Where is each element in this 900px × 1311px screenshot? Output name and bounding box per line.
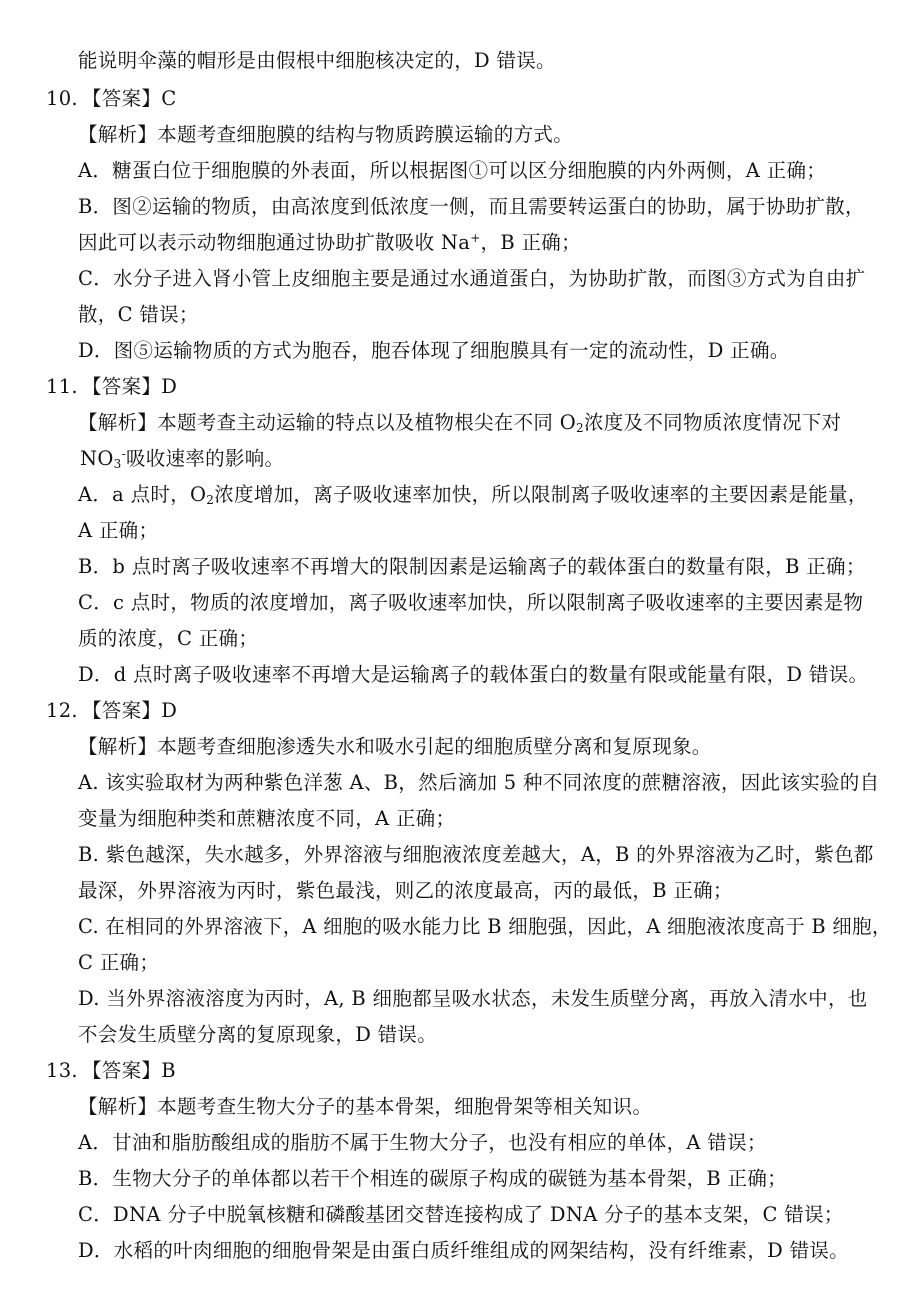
- question-13-option-d: D．水稻的叶肉细胞的细胞骨架是由蛋白质纤维组成的网架结构，没有纤维素，D 错误。: [78, 1239, 849, 1262]
- question-10-option-b-line1: B．图②运输的物质，由高浓度到低浓度一侧，而且需要转运蛋白的协助，属于协助扩散，: [78, 195, 865, 218]
- text-segment: 【解析】本题考查主动运输的特点以及植物根尖在不同 O: [78, 411, 576, 434]
- question-12-option-a-line2: 变量为细胞种类和蔗糖浓度不同，A 正确；: [78, 807, 456, 830]
- text-segment: 浓度及不同物质浓度情况下对: [583, 411, 842, 434]
- question-11-option-d: D．d 点时离子吸收速率不再增大是运输离子的载体蛋白的数量有限或能量有限，D 错误。: [78, 663, 869, 686]
- question-11-number: 11.: [46, 375, 78, 398]
- text-segment: NO: [80, 447, 114, 470]
- question-11-option-a-line1: [78, 482, 868, 508]
- question-11-option-c-line1: C．c 点时，物质的浓度增加，离子吸收速率加快，所以限制离子吸收速率的主要因素是物: [78, 591, 864, 614]
- question-10-option-c-line1: C．水分子进入肾小管上皮细胞主要是通过水通道蛋白，为协助扩散，而图③方式为自由扩: [78, 267, 866, 290]
- question-13-number: 13.: [46, 1059, 78, 1082]
- question-10-answer: 【答案】C: [82, 87, 177, 110]
- question-11-answer: 【答案】D: [82, 375, 178, 398]
- question-12-option-b-line1: B. 紫色越深，失水越多，外界溶液与细胞液浓度差越大，A，B 的外界溶液为乙时，紫色都: [78, 843, 874, 866]
- question-13-explanation: 【解析】本题考查生物大分子的基本骨架，细胞骨架等相关知识。: [78, 1095, 653, 1118]
- question-10-explanation: 【解析】本题考查细胞膜的结构与物质跨膜运输的方式。: [78, 123, 574, 146]
- question-12-option-c-line1: C. 在相同的外界溶液下，A 细胞的吸水能力比 B 细胞强，因此，A 细胞液浓度高于 B 细胞，: [78, 915, 892, 938]
- text-segment: A．a 点时，O: [78, 483, 207, 506]
- question-11-option-b: B．b 点时离子吸收速率不再增大的限制因素是运输离子的载体蛋白的数量有限，B 正确；: [78, 555, 866, 578]
- question-12-option-d-line1: D. 当外界溶液溶度为丙时，A, B 细胞都呈吸水状态，未发生质壁分离，再放入清水中，也: [78, 987, 868, 1010]
- question-10-number: 10.: [46, 87, 78, 110]
- question-13-option-a: A．甘油和脂肪酸组成的脂肪不属于生物大分子，也没有相应的单体，A 错误；: [78, 1131, 767, 1154]
- question-12-answer: 【答案】D: [82, 699, 178, 722]
- text-segment: 因此可以表示动物细胞通过协助扩散吸收 Na: [78, 231, 471, 254]
- subscript: 2: [206, 493, 215, 507]
- question-12-number: 12.: [46, 699, 78, 722]
- question-12-option-a-line1: A. 该实验取材为两种紫色洋葱 A、B，然后滴加 5 种不同浓度的蔗糖溶液，因此该实验的自: [78, 771, 880, 794]
- question-12-explanation: 【解析】本题考查细胞渗透失水和吸水引起的细胞质壁分离和复原现象。: [78, 735, 712, 758]
- question-12-option-b-line2: 最深，外界溶液为丙时，紫色最浅，则乙的浓度最高，丙的最低，B 正确；: [78, 879, 733, 902]
- question-11-option-a-line2: A 正确；: [78, 519, 159, 542]
- question-13-answer: 【答案】B: [82, 1059, 176, 1082]
- question-12-option-d-line2: 不会发生质壁分离的复原现象，D 错误。: [78, 1023, 438, 1046]
- text-segment: 吸收速率的影响。: [125, 447, 285, 470]
- continued-text-line: 能说明伞藻的帽形是由假根中细胞核决定的，D 错误。: [78, 49, 556, 72]
- question-10-option-c-line2: 散，C 错误；: [78, 303, 199, 326]
- text-segment: 浓度增加，离子吸收速率加快，所以限制离子吸收速率的主要因素是能量，: [214, 483, 868, 506]
- question-10-option-a: A．糖蛋白位于细胞膜的外表面，所以根据图①可以区分细胞膜的内外两侧，A 正确；: [78, 159, 827, 182]
- question-13-option-c: C．DNA 分子中脱氧核糖和磷酸基团交替连接构成了 DNA 分子的基本支架，C 错误；: [78, 1203, 844, 1226]
- question-11-option-c-line2: 质的浓度，C 正确；: [78, 627, 259, 650]
- question-10-option-b-line2: [78, 230, 581, 256]
- superscript: +: [470, 231, 481, 245]
- question-13-option-b: B．生物大分子的单体都以若干个相连的碳原子构成的碳链为基本骨架，B 正确；: [78, 1167, 787, 1190]
- subscript: 3: [113, 457, 122, 471]
- question-11-explanation-line1: [78, 410, 841, 436]
- subscript: 2: [576, 421, 584, 435]
- text-segment: ，B 正确；: [480, 231, 581, 254]
- question-11-explanation-line2: [80, 446, 284, 472]
- question-10-option-d: D．图⑤运输物质的方式为胞吞，胞吞体现了细胞膜具有一定的流动性，D 正确。: [78, 339, 790, 362]
- question-12-option-c-line2: C 正确；: [78, 951, 160, 974]
- superscript: -: [121, 447, 126, 461]
